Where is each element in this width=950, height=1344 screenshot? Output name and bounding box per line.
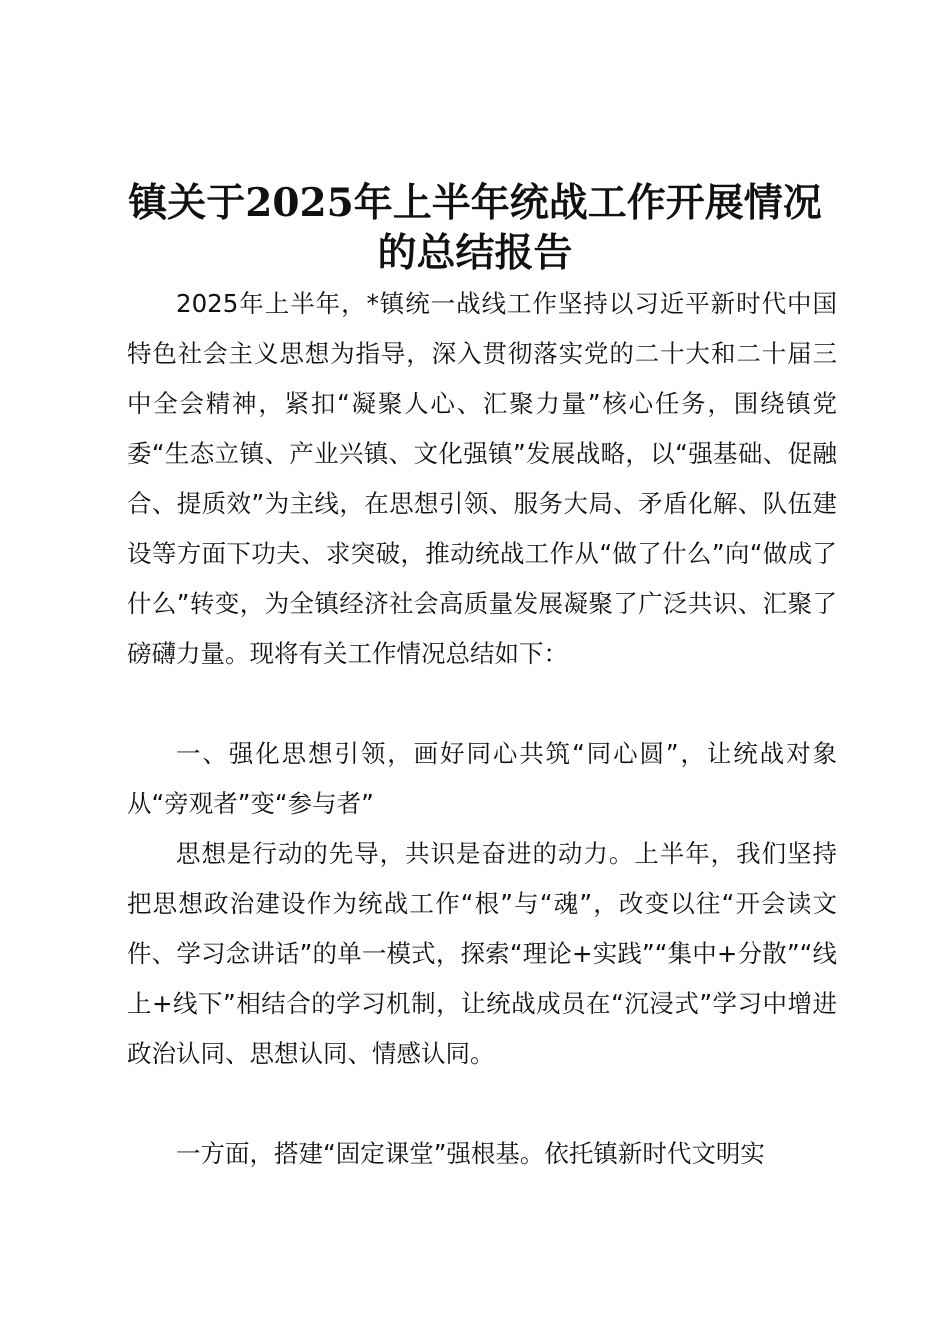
section-heading-1: 一、强化思想引领，画好同心共筑“同心圆”，让统战对象从“旁观者”变“参与者” (127, 739, 837, 818)
document-title: 镇关于2025年上半年统战工作开展情况的总结报告 (128, 180, 822, 276)
intro-paragraph: 2025年上半年，*镇统一战线工作坚持以习近平新时代中国特色社会主义思想为指导，深入贯彻落实党的二十大和二十届三中全会精神，紧扣“凝聚人心、汇聚力量”核心任务，围绕镇党委“生态立镇、产业兴镇、文化强镇”发展战略，以“强基础、促融合、提质效”为主线，在思想引领、服务大局、矛盾化解、队伍建设等方面下功夫、求突破，推动统战工作从“做了什么”向“做成了什么”转变，为全镇经济社会高质量发展凝聚了广泛共识、汇聚了磅礴力量。现将有关工作情况总结如下： (127, 289, 837, 668)
section1-paragraph-1: 思想是行动的先导，共识是奋进的动力。上半年，我们坚持把思想政治建设作为统战工作“根”与“魂”，改变以往“开会读文件、学习念讲话”的单一模式，探索“理论+实践”“集中+分散”“线上+线下”相结合的学习机制，让统战成员在“沉浸式”学习中增进政治认同、思想认同、情感认同。 (127, 839, 837, 1068)
section1-paragraph-2: 一方面，搭建“固定课堂”强根基。依托镇新时代文明实 (176, 1139, 765, 1168)
